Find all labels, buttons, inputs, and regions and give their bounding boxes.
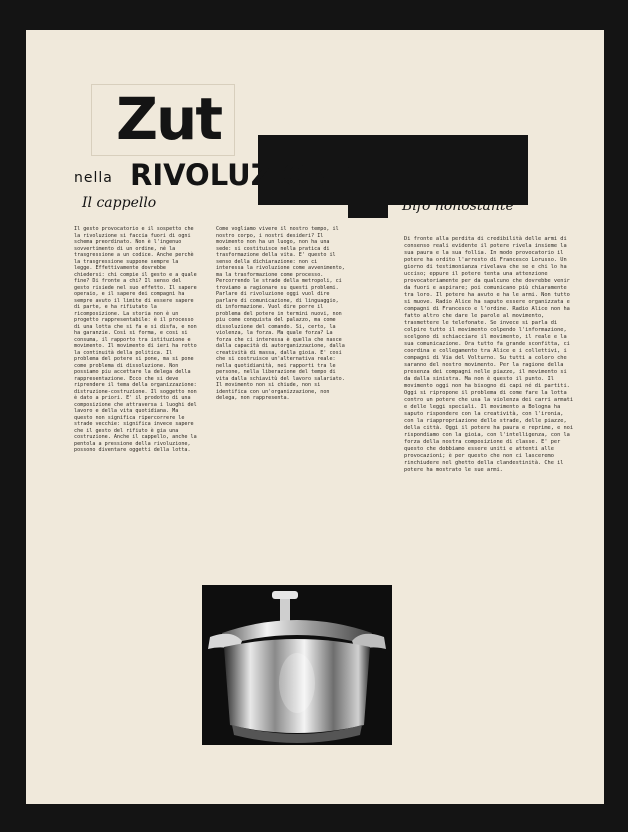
masthead-logo: Zut bbox=[116, 85, 222, 153]
article-heading-left: Il cappello bbox=[82, 195, 157, 211]
page-title: RIVOLUZIONE bbox=[130, 158, 352, 192]
title-prefix: nella bbox=[74, 170, 113, 186]
black-block-tab bbox=[348, 190, 388, 218]
text-column-right: Di fronte alla perdita di credibilità delle armi di consenso reali evidente il potere rivela insieme la sua paura e la sua follia. In modo provocatorio il potere ha ordito l'arresto di Francesco Lorusso. Un giorno di testimonianza rivelava che se e chi lo ha ucciso; eppure il potere tenta una attenzione provocatoriamente per da qualcuno che dovrebbe venir da fuori e aspirare; poi comunicano più chiaramente tra loro. Il potere ha avuto e ha le armi. Non tutto si muove. Radio Alice ha saputo essere organizzata e compagni di Francesco e l'ordine. Radio Alice non ha fatto altro che dare le parole al movimento, trasmettere le telefonate. Se invece si parla di colpire tutto il movimento colpendo l'informazione, scelgono di schiacciare il movimento, il reale e la sua comunicazione. Ora tutto fa grande sconfitta, ci coordina e collegamento tra Alice e i collettivi, i compagni di Via del Volturno. Su tutti a coloro che saranno del nostro movimento. Per la ragione della presenza dei compagni nelle piazze, il movimento si da dalla sinistra. Ma non è questo il punto. Il movimento oggi non ha bisogno di capi né di partiti. Oggi si ripropone il problema di come fare la lotta contro un potere che usa la violenza dei carri armati e delle leggi speciali. Il movimento a Bologna ha saputo rispondere con la creatività, con l'ironia, con la riappropriazione delle strade, delle piazze, della città. Oggi il potere ha paura e reprime, e noi rispondiamo con la gioia, con l'intelligenza, con la forza della nostra composizione di classe. E' per questo che dobbiamo essere uniti e attenti alle provocazioni; è per questo che non ci lasceremo rinchiudere nel ghetto della clandestinità. Che il potere ha mostrato le sue armi. bbox=[404, 236, 577, 473]
text-column-left: Il gesto provocatorio e il sospetto che la rivoluzione si faccia fuori di ogni schema preordinato. Non è l'ingenuo sovvertimento di un ordine, né la trasgressione a un codice. Anche perchè la trasgressione suppone sempre la legge. Effettivamente dovrebbe chiedersi: chi compie il gesto e a quale fine? Di fronte a chi? Il senso del gesto risiede nel suo effetto. Il sapere operaio, e il sapere dei compagni ha sempre avuto il limite di essere sapere di parte, e ha rifiutato la ricomposizione. La storia non è un progetto rappresentabile: è il processo di una lotta che si fa e si disfa, e non ha garanzie. Così si forma, e cosi si consuma, il rapporto tra istituzione e movimento. Il movimento di ieri ha rotto la continuità della politica. Il problema del potere si pone, ma si pone come problema di dissoluzione. Non possiamo piu accettare la delega della rappresentazione. Ecco che si deve riprendere il tema della organizzazione: distruzione-costruzione. Il soggetto non è dato a priori. E' il prodotto di una composizione che attraversa i luoghi del lavoro e della vita quotidiana. Ma questo non significa ripercorrere le strade vecchie: significa invece sapere che il gesto del rifiuto è gia una costruzione. Anche il cappello, anche la pentola a pressione della rivoluzione, possono diventare oggetti della lotta. bbox=[74, 226, 200, 453]
article-heading-right: Bifo nonostante bbox=[402, 198, 514, 214]
text-column-middle: Come vogliamo vivere il nostro tempo, il nostro corpo, i nostri desideri? Il movimento non ha un luogo, non ha una sede: si costituisce nella pratica di trasformazione della vita. E' questo il senso della dichiarazione: non ci interessa la rivoluzione come avvenimento, ma la trasformazione come processo. Percorrendo le strade della metropoli, ci troviamo a ragionare su questi problemi. Parlare di rivoluzione oggi vuol dire parlare di comunicazione, di linguaggio, di informazione. Vuol dire porre il problema del potere in termini nuovi, non piu come conquista del palazzo, ma come dissoluzione del comando. Si, certo, la violenza, la forza. Ma quale forza? La forza che ci interessa è quella che nasce dalla capacità di autorganizzazione, dalla creatività di massa, dalla gioia. E' cosi che si costruisce un'alternativa reale: nella quotidianità, nei rapporti tra le persone, nella liberazione del tempo di vita dalla schiavitù del lavoro salariato. Il movimento non si chiude, non si identifica con un'organizzazione, non delega, non rappresenta. bbox=[216, 226, 348, 401]
pressure-cooker-photo bbox=[202, 585, 392, 745]
pressure-cooker-icon bbox=[202, 585, 392, 745]
newspaper-page bbox=[26, 30, 604, 804]
